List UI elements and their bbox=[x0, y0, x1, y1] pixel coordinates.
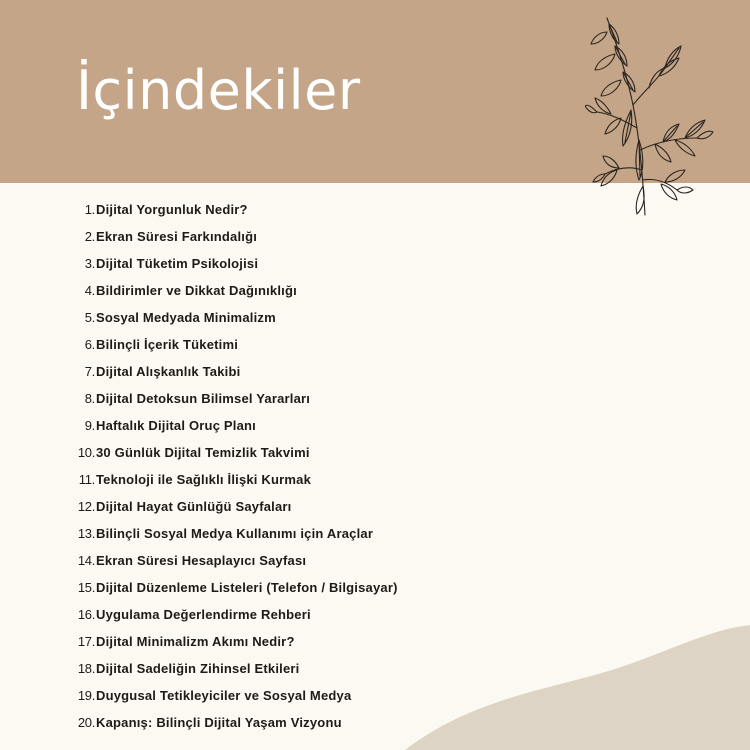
toc-item-number: 14. bbox=[77, 553, 95, 568]
toc-item-number: 19. bbox=[77, 688, 95, 703]
toc-item-title: Teknoloji ile Sağlıklı İlişki Kurmak bbox=[96, 472, 312, 487]
toc-item-number: 13. bbox=[77, 526, 95, 541]
toc-item-title: Ekran Süresi Farkındalığı bbox=[96, 229, 258, 244]
toc-item-number: 12. bbox=[77, 499, 95, 514]
toc-item-title: 30 Günlük Dijital Temizlik Takvimi bbox=[96, 445, 310, 460]
botanical-branch-icon bbox=[585, 10, 715, 220]
toc-item-number: 3. bbox=[84, 256, 95, 271]
toc-item-title: Dijital Yorgunluk Nedir? bbox=[96, 202, 248, 217]
toc-item-number: 7. bbox=[84, 364, 95, 379]
toc-item-title: Haftalık Dijital Oruç Planı bbox=[96, 418, 256, 433]
toc-item-number: 2. bbox=[84, 229, 95, 244]
toc-item-title: Bilinçli İçerik Tüketimi bbox=[96, 337, 239, 352]
page-title: İçindekiler bbox=[76, 59, 361, 122]
toc-item-title: Dijital Sadeliğin Zihinsel Etkileri bbox=[96, 661, 300, 676]
toc-item-title: Dijital Detoksun Bilimsel Yararları bbox=[96, 391, 311, 406]
toc-item-number: 11. bbox=[78, 472, 95, 487]
toc-item-number: 1. bbox=[84, 202, 95, 217]
toc-item-number: 17. bbox=[77, 634, 95, 649]
toc-item-number: 6. bbox=[84, 337, 95, 352]
toc-item-title: Sosyal Medyada Minimalizm bbox=[96, 310, 276, 325]
toc-item-number: 16. bbox=[77, 607, 95, 622]
toc-item-number: 4. bbox=[84, 283, 95, 298]
toc-item-title: Bilinçli Sosyal Medya Kullanımı için Araçlar bbox=[96, 526, 374, 541]
toc-item-number: 10. bbox=[77, 445, 95, 460]
toc-item-title: Bildirimler ve Dikkat Dağınıklığı bbox=[96, 283, 297, 298]
toc-item-title: Dijital Minimalizm Akımı Nedir? bbox=[96, 634, 295, 649]
toc-item-title: Duygusal Tetikleyiciler ve Sosyal Medya bbox=[96, 688, 352, 703]
toc-item-title: Dijital Tüketim Psikolojisi bbox=[96, 256, 259, 271]
toc-item-title: Uygulama Değerlendirme Rehberi bbox=[96, 607, 311, 622]
toc-item-title: Dijital Düzenleme Listeleri (Telefon / Bilgisayar) bbox=[96, 580, 398, 595]
toc-item-number: 8. bbox=[84, 391, 95, 406]
toc-item-title: Ekran Süresi Hesaplayıcı Sayfası bbox=[96, 553, 307, 568]
toc-item-number: 9. bbox=[84, 418, 95, 433]
toc-item-number: 18. bbox=[77, 661, 95, 676]
toc-item-title: Dijital Alışkanlık Takibi bbox=[96, 364, 241, 379]
toc-item-title: Dijital Hayat Günlüğü Sayfaları bbox=[96, 499, 292, 514]
toc-item-number: 15. bbox=[77, 580, 95, 595]
toc-item-number: 5. bbox=[84, 310, 95, 325]
toc-item-number: 20. bbox=[77, 715, 95, 730]
toc-item-title: Kapanış: Bilinçli Dijital Yaşam Vizyonu bbox=[96, 715, 342, 730]
